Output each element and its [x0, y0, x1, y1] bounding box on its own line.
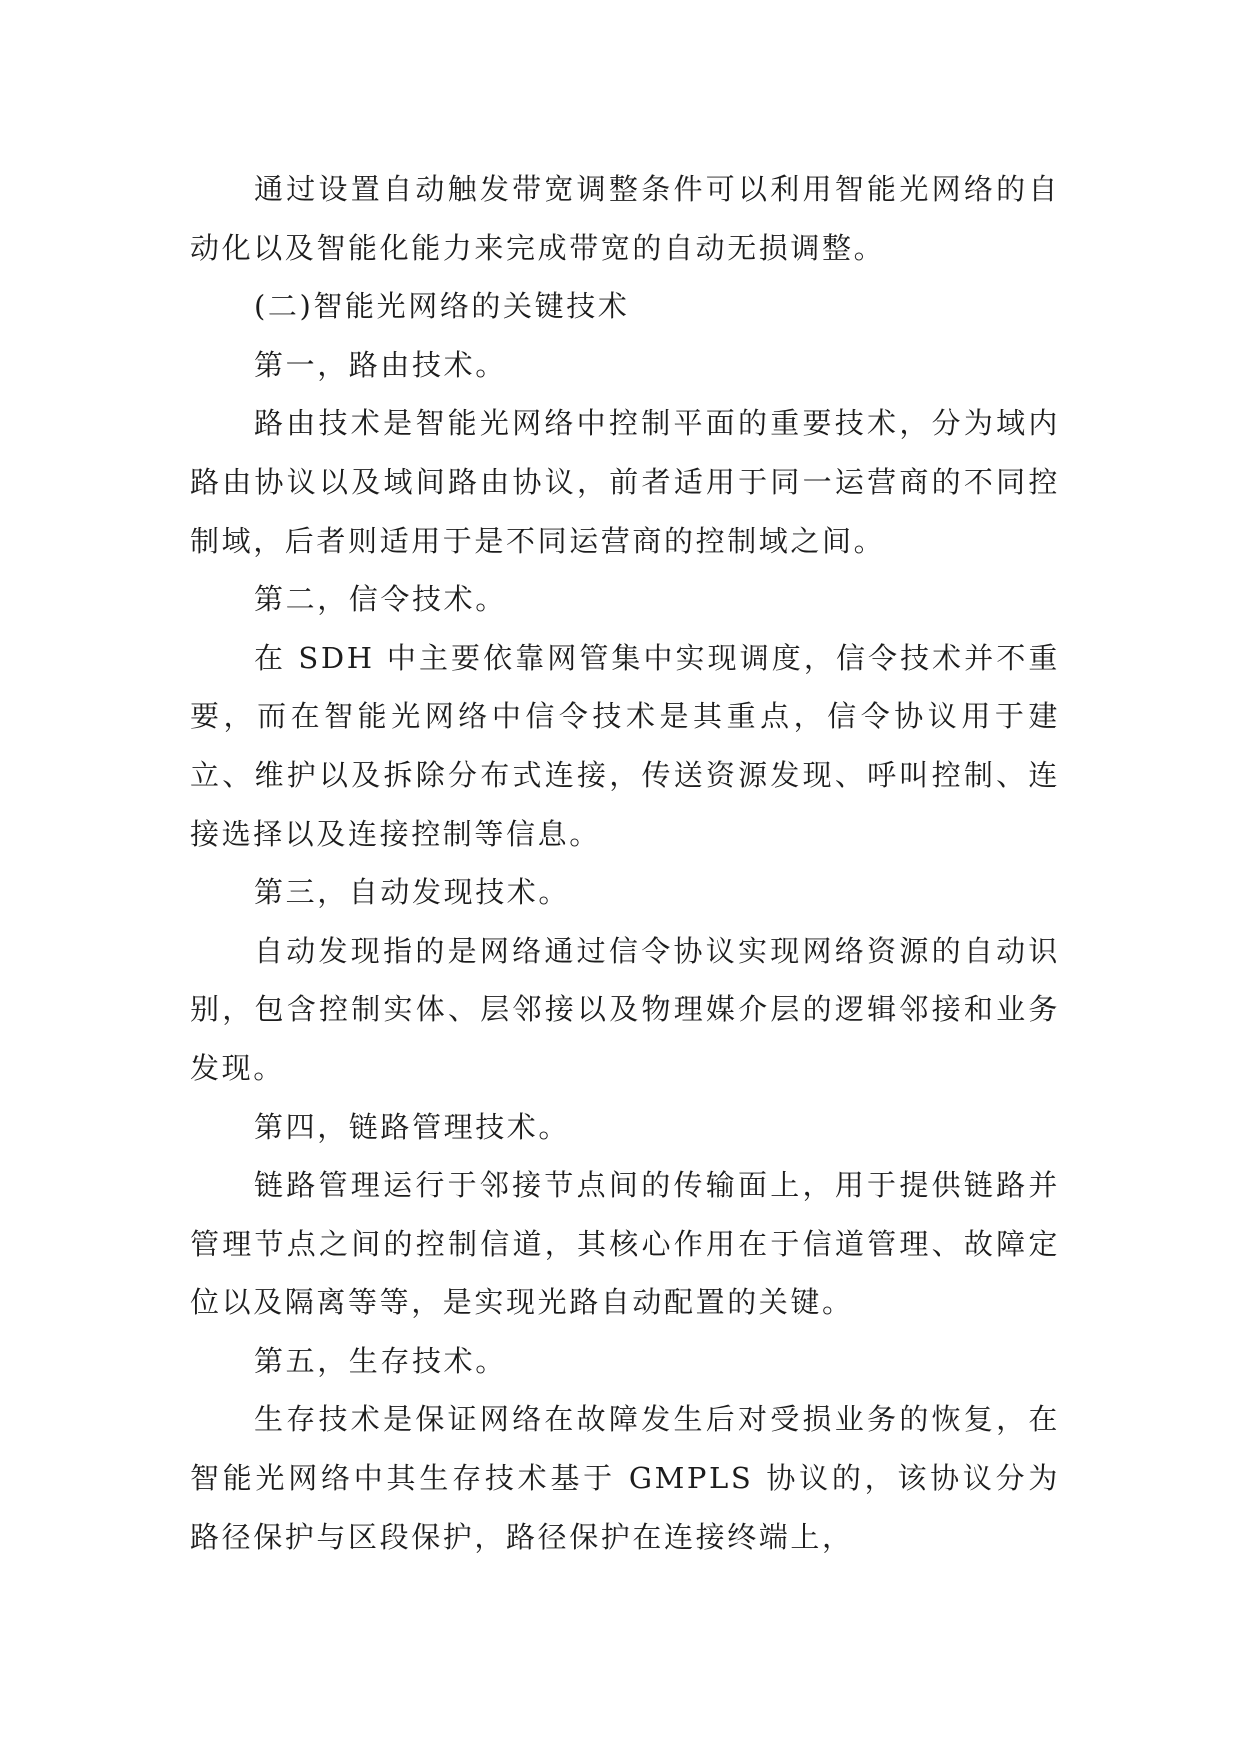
paragraph-signaling: 在 SDH 中主要依靠网管集中实现调度，信令技术并不重要，而在智能光网络中信令技术是其重点，信令协议用于建立、维护以及拆除分布式连接，传送资源发现、呼叫控制、连接选择以及连接控制等信息。 [190, 640, 1060, 851]
paragraph-bandwidth-adjustment: 通过设置自动触发带宽调整条件可以利用智能光网络的自动化以及智能化能力来完成带宽的自动无损调整。 [190, 172, 1060, 265]
paragraph-auto-discovery: 自动发现指的是网络通过信令协议实现网络资源的自动识别，包含控制实体、层邻接以及物理媒介层的逻辑邻接和业务发现。 [190, 933, 1060, 1085]
subheading-routing: 第一，路由技术。 [254, 347, 507, 382]
subheading-auto-discovery: 第三，自动发现技术。 [254, 875, 571, 910]
subheading-link-management: 第四，链路管理技术。 [254, 1109, 571, 1144]
subheading-survivability: 第五，生存技术。 [254, 1343, 507, 1378]
section-heading-key-technologies: (二)智能光网络的关键技术 [254, 289, 630, 324]
paragraph-link-management: 链路管理运行于邻接节点间的传输面上，用于提供链路并管理节点之间的控制信道，其核心作用在于信道管理、故障定位以及隔离等等，是实现光路自动配置的关键。 [190, 1168, 1060, 1320]
paragraph-routing: 路由技术是智能光网络中控制平面的重要技术，分为域内路由协议以及域间路由协议，前者适用于同一运营商的不同控制域，后者则适用于是不同运营商的控制域之间。 [190, 406, 1060, 558]
document-body [190, 160, 1060, 1566]
paragraph-survivability: 生存技术是保证网络在故障发生后对受损业务的恢复，在智能光网络中其生存技术基于 GMPLS 协议的，该协议分为路径保护与区段保护，路径保护在连接终端上， [190, 1402, 1060, 1554]
subheading-signaling: 第二，信令技术。 [254, 582, 507, 617]
